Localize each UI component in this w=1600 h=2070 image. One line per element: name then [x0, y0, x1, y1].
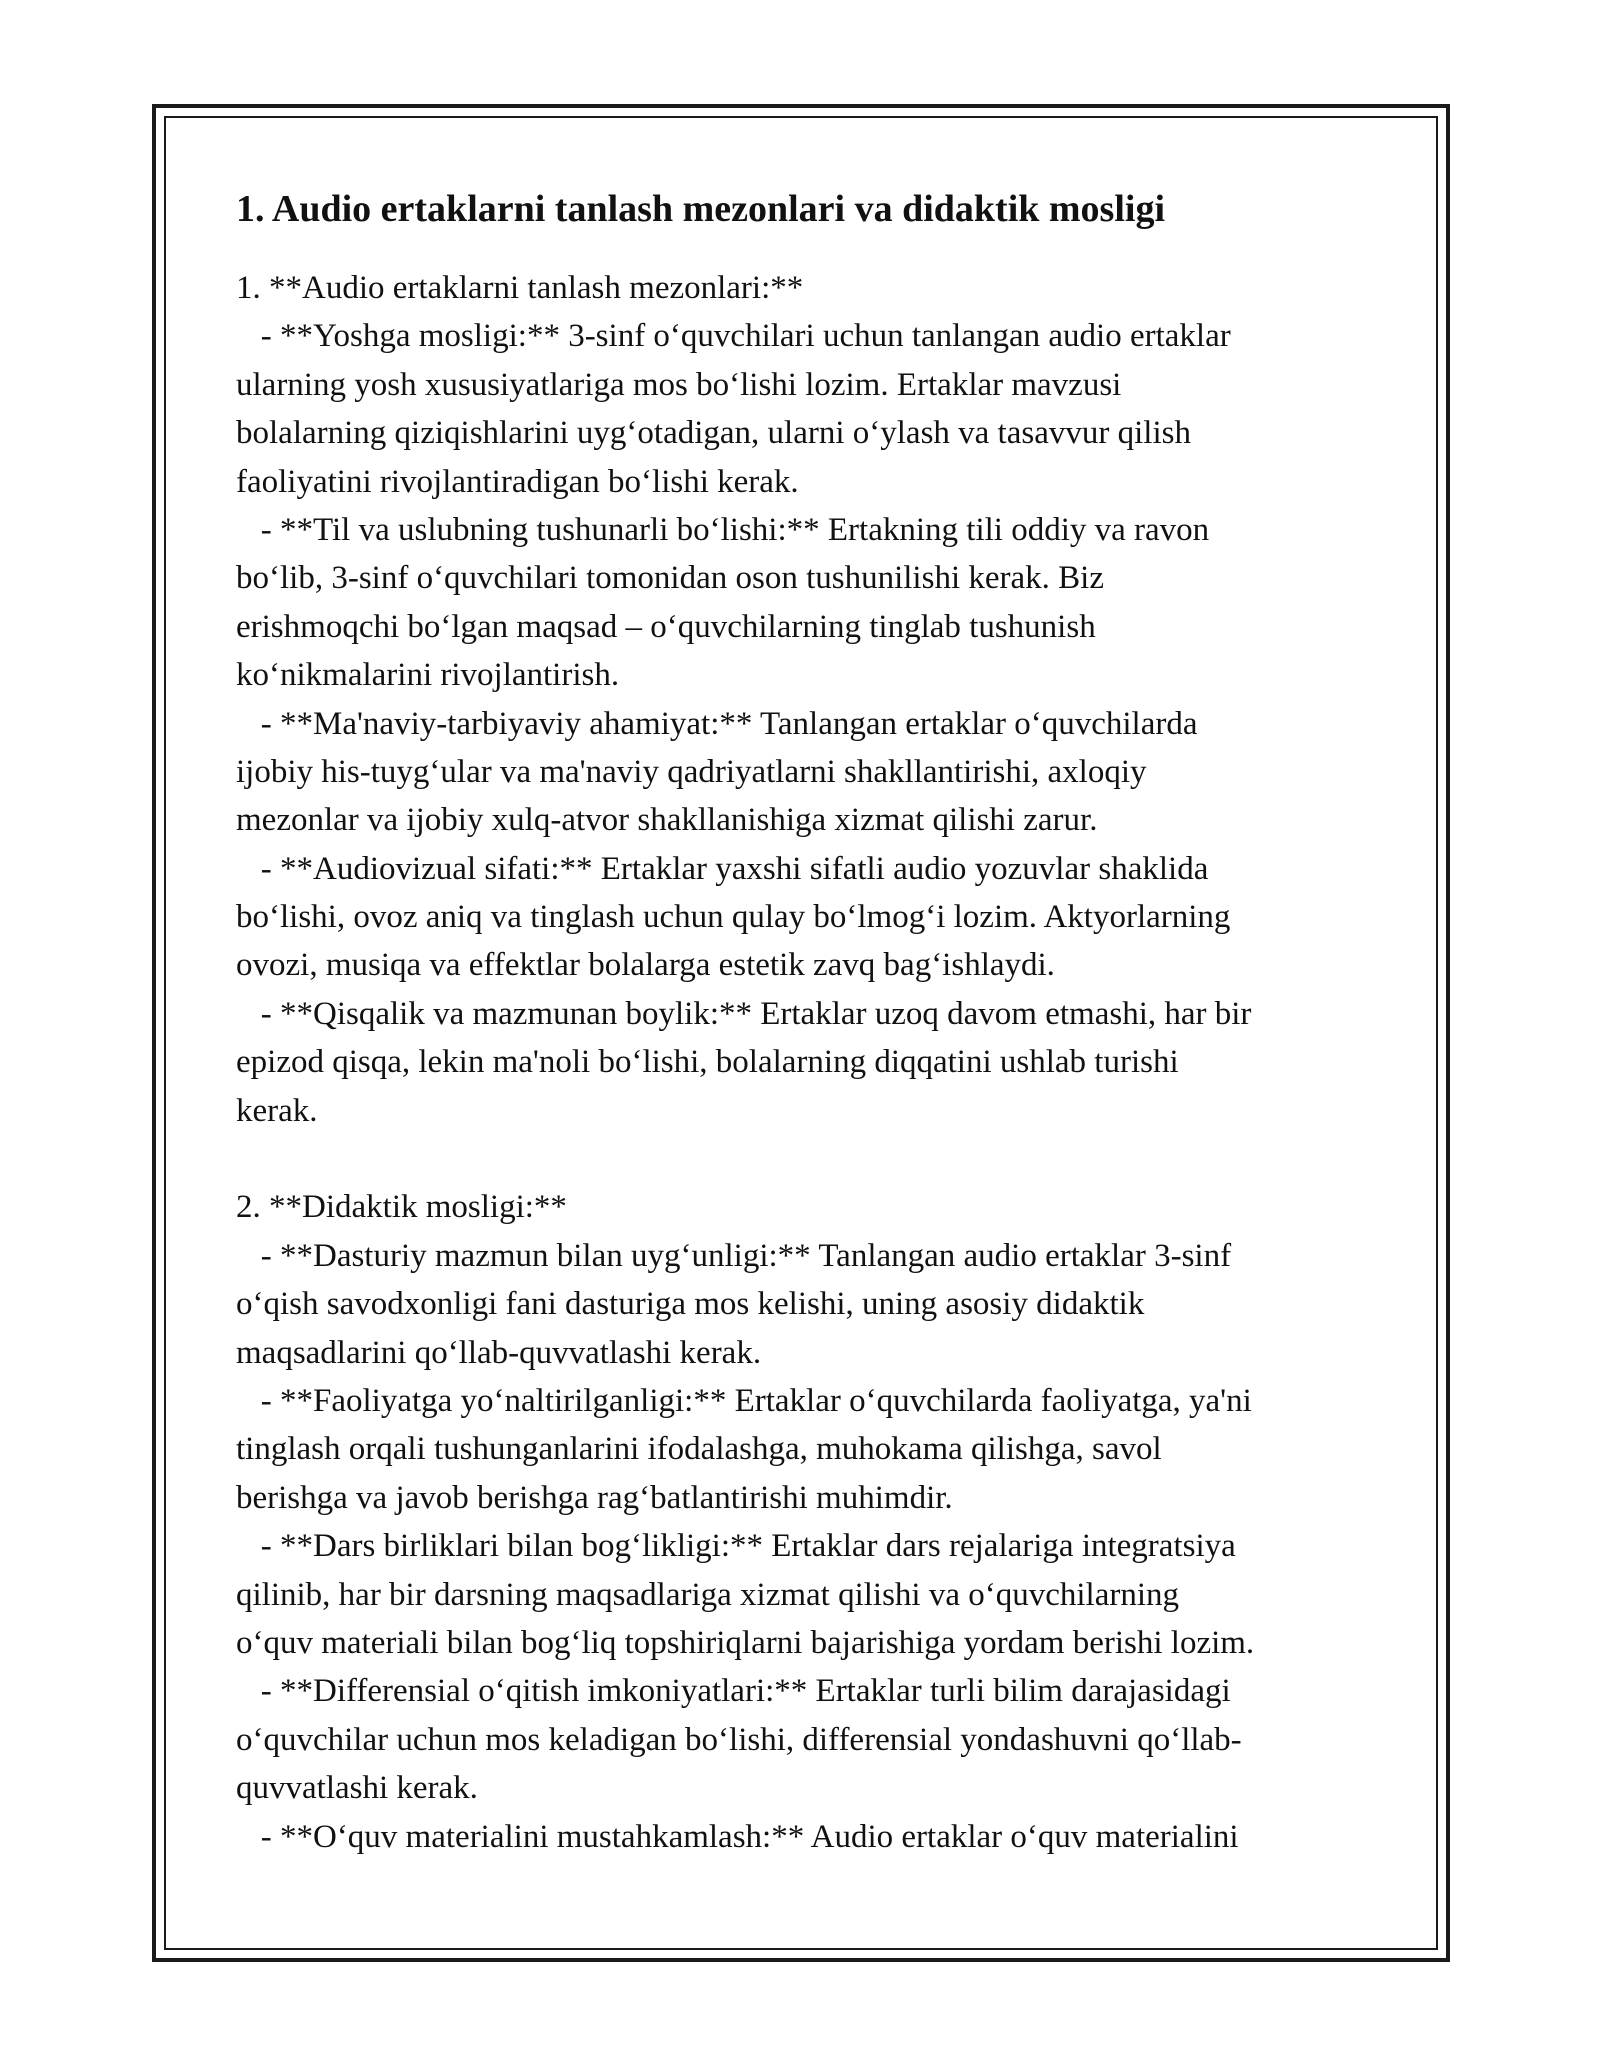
text-line: maqsadlarini qo‘llab-quvvatlashi kerak. — [236, 1334, 762, 1371]
text-line: - **Audiovizual sifati:** Ertaklar yaxshi sifatli audio yozuvlar shaklida — [236, 850, 1209, 887]
text-line: bo‘lishi, ovoz aniq va tinglash uchun qulay bo‘lmog‘i lozim. Aktyorlarning — [236, 899, 1231, 936]
text-line: o‘quvchilar uchun mos keladigan bo‘lishi, differensial yondashuvni qo‘llab- — [236, 1721, 1242, 1758]
text-line: kerak. — [236, 1092, 318, 1129]
blank-line — [236, 1135, 1386, 1183]
text-line: - **Qisqalik va mazmunan boylik:** Ertaklar uzoq davom etmashi, har bir — [236, 995, 1252, 1032]
text-line: bolalarning qiziqishlarini uyg‘otadigan, ularni o‘ylash va tasavvur qilish — [236, 415, 1191, 452]
text-line: - **Differensial o‘qitish imkoniyatlari:** Ertaklar turli bilim darajasidagi — [236, 1673, 1231, 1710]
text-line: ko‘nikmalarini rivojlantirish. — [236, 657, 620, 694]
page-title: 1. Audio ertaklarni tanlash mezonlari va didaktik mosligi — [236, 188, 1165, 230]
text-line: - **Dars birliklari bilan bog‘likligi:** Ertaklar dars rejalariga integratsiya — [236, 1528, 1236, 1565]
text-line: ularning yosh xususiyatlariga mos bo‘lishi lozim. Ertaklar mavzusi — [236, 366, 1122, 403]
text-line: qilinib, har bir darsning maqsadlariga xizmat qilishi va o‘quvchilarning — [236, 1576, 1180, 1613]
text-line: - **Yoshga mosligi:** 3-sinf o‘quvchilari uchun tanlangan audio ertaklar — [236, 318, 1231, 355]
text-line: - **Dasturiy mazmun bilan uyg‘unligi:** Tanlangan audio ertaklar 3-sinf — [236, 1237, 1232, 1274]
text-line: erishmoqchi bo‘lgan maqsad – o‘quvchilarning tinglab tushunish — [236, 608, 1096, 645]
document-body — [236, 186, 1386, 1861]
body-text — [236, 264, 1386, 1861]
text-line: ijobiy his-tuyg‘ular va ma'naviy qadriyatlarni shakllantirishi, axloqiy — [236, 753, 1147, 790]
text-line: - **O‘quv materialini mustahkamlash:** Audio ertaklar o‘quv materialini — [236, 1818, 1239, 1855]
text-line: quvvatlashi kerak. — [236, 1770, 478, 1807]
text-line: 1. **Audio ertaklarni tanlash mezonlari:** — [236, 270, 804, 306]
text-line: 2. **Didaktik mosligi:** — [236, 1189, 567, 1226]
text-line: ovozi, musiqa va effektlar bolalarga estetik zavq bag‘ishlaydi. — [236, 947, 1055, 984]
text-line: berishga va javob berishga rag‘batlantirishi muhimdir. — [236, 1479, 953, 1516]
text-line: mezonlar va ijobiy xulq-atvor shakllanishiga xizmat qilishi zarur. — [236, 802, 1098, 839]
text-line: faoliyatini rivojlantiradigan bo‘lishi kerak. — [236, 463, 799, 500]
text-line: epizod qisqa, lekin ma'noli bo‘lishi, bolalarning diqqatini ushlab turishi — [236, 1044, 1179, 1081]
text-line: - **Til va uslubning tushunarli bo‘lishi:** Ertakning tili oddiy va ravon — [236, 511, 1210, 548]
text-line: tinglash orqali tushunganlarini ifodalashga, muhokama qilishga, savol — [236, 1431, 1162, 1468]
text-line: o‘qish savodxonligi fani dasturiga mos kelishi, uning asosiy didaktik — [236, 1286, 1145, 1323]
text-line: - **Faoliyatga yo‘naltirilganligi:** Ertaklar o‘quvchilarda faoliyatga, ya'ni — [236, 1382, 1252, 1419]
text-line: o‘quv materiali bilan bog‘liq topshiriqlarni bajarishiga yordam berishi lozim. — [236, 1624, 1255, 1661]
text-line: - **Ma'naviy-tarbiyaviy ahamiyat:** Tanlangan ertaklar o‘quvchilarda — [236, 705, 1198, 742]
text-line: bo‘lib, 3-sinf o‘quvchilari tomonidan oson tushunilishi kerak. Biz — [236, 560, 1104, 597]
